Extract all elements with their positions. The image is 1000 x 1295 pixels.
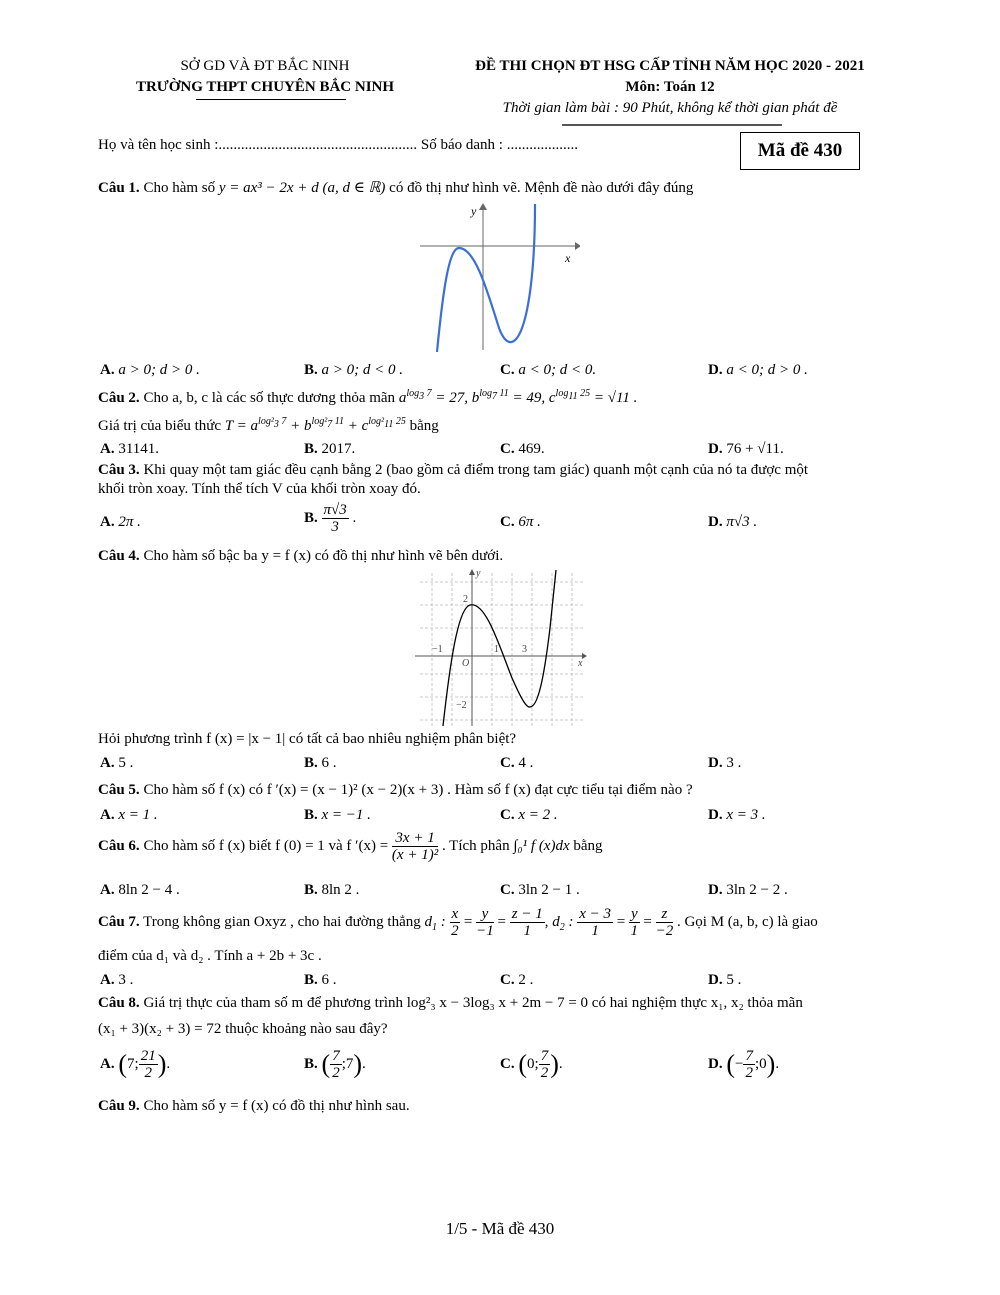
svg-text:−2: −2 — [456, 700, 467, 711]
q7-option-b[interactable]: B. 6 . — [304, 972, 337, 988]
subject: Môn: Toán 12 — [625, 79, 715, 95]
q5-option-d[interactable]: D. x = 3 . — [708, 807, 766, 823]
graph-question-1 — [415, 200, 580, 355]
header-underline-right — [562, 124, 782, 126]
q1-option-b[interactable]: B. a > 0; d < 0 . — [304, 362, 404, 378]
question-2-line2: Giá trị của biểu thức $T = a^{log^2_3 7} + b^{log^2_7 11} + c^{log^2_{11} 25}$ bằng — [98, 416, 439, 434]
q3-option-b[interactable]: B. $\frac{\pi√3}{3}$ . — [304, 502, 357, 535]
svg-text:−1: −1 — [432, 644, 443, 655]
time-limit: Thời gian làm bài : 90 Phút, không kể thời gian phát đề — [502, 100, 838, 116]
q8-option-d[interactable]: D. (− $\frac{7}{2}$ ;0). — [708, 1048, 780, 1081]
q6-option-d[interactable]: D. 3ln 2 − 2 . — [708, 882, 788, 898]
school-header — [100, 56, 430, 98]
question-7: Câu 7. Trong không gian Oxyz , cho hai đường thẳng $d_1$ : $\frac{x}{2}$ = $\frac{y}{-1}$ = $\frac{z - 1}{1}$ , $d_2$ : $\frac{x - 3}{1}$ = $\frac{y}{1}$ = $\frac{z}{-2}$ . Gọi M (a, b, c) là giao — [98, 906, 818, 939]
question-1: Câu 1. Cho hàm số y = ax³ − 2x + d (a, d ∈ ℝ) có đồ thị như hình vẽ. Mệnh đề nào dưới đây đúng — [98, 180, 694, 196]
exam-code-box: Mã đề 430 — [740, 132, 860, 170]
q6-option-a[interactable]: A. 8ln 2 − 4 . — [100, 882, 180, 898]
question-3-line2: khối tròn xoay. Tính thể tích V của khối tròn xoay đó. — [98, 481, 421, 497]
page-footer: 1/5 - Mã đề 430 — [445, 1219, 555, 1238]
question-3: Câu 3. Khi quay một tam giác đều cạnh bằng 2 (bao gồm cả điểm trong tam giác) quanh một cạnh của nó ta được một — [98, 462, 809, 478]
question-8-line2: (x₁ + 3)(x₂ + 3) = 72 thuộc khoảng nào sau đây? — [98, 1021, 388, 1037]
svg-text:1: 1 — [494, 644, 499, 655]
department-name: SỞ GD VÀ ĐT BẮC NINH — [180, 58, 350, 74]
q4-option-a[interactable]: A. 5 . — [100, 755, 134, 771]
q2-option-b[interactable]: B. 2017. — [304, 441, 356, 457]
graph-question-4 — [410, 568, 590, 728]
q5-option-b[interactable]: B. x = −1 . — [304, 807, 371, 823]
q4-option-c[interactable]: C. 4 . — [500, 755, 534, 771]
q4-option-b[interactable]: B. 6 . — [304, 755, 337, 771]
q2-option-a[interactable]: A. 31141. — [100, 441, 160, 457]
x-axis-label: x — [565, 251, 571, 265]
q7-option-c[interactable]: C. 2 . — [500, 972, 534, 988]
y-axis-label: y — [471, 204, 477, 218]
q2-option-d[interactable]: D. 76 + √11. — [708, 441, 784, 457]
question-8: Câu 8. Giá trị thực của tham số m để phương trình log²₃ x − 3log₃ x + 2m − 7 = 0 có hai nghiệm thực x₁, x₂ thỏa mãn — [98, 995, 803, 1011]
header-underline-left — [196, 99, 346, 100]
exam-title: ĐỀ THI CHỌN ĐT HSG CẤP TỈNH NĂM HỌC 2020 - 2021 — [475, 58, 865, 74]
cubic-curve — [437, 204, 535, 352]
q4-option-d[interactable]: D. 3 . — [708, 755, 742, 771]
svg-text:O: O — [462, 658, 470, 669]
question-4-prompt: Hỏi phương trình f (x) = |x − 1| có tất cả bao nhiêu nghiệm phân biệt? — [98, 731, 517, 747]
svg-text:y: y — [476, 568, 481, 579]
q3-option-a[interactable]: A. 2π . — [100, 514, 141, 530]
q6-option-b[interactable]: B. 8ln 2 . — [304, 882, 360, 898]
q8-option-c[interactable]: C. (0; $\frac{7}{2}$ ). — [500, 1048, 563, 1081]
question-7-line2: điểm của d₁ và d₂ . Tính a + 2b + 3c . — [98, 948, 322, 964]
svg-text:2: 2 — [463, 594, 468, 605]
q7-option-a[interactable]: A. 3 . — [100, 972, 134, 988]
question-2: Câu 2. Cho a, b, c là các số thực dương thỏa mãn $a^{log_3 7} = 27$, $b^{log_7 11} = 49$, $c^{log_{11} 25} = √11$ . — [98, 388, 638, 406]
q5-option-a[interactable]: A. x = 1 . — [100, 807, 158, 823]
question-5: Câu 5. Cho hàm số f (x) có f ′(x) = (x − 1)² (x − 2)(x + 3) . Hàm số f (x) đạt cực tiểu tại điểm nào ? — [98, 782, 693, 798]
q6-option-c[interactable]: C. 3ln 2 − 1 . — [500, 882, 580, 898]
question-6: Câu 6. Cho hàm số f (x) biết f (0) = 1 và f ′(x) = $\frac{3x + 1}{\text{(x + 1)²}}$ . Tích phân ∫₀¹ f (x)dx bằng — [98, 830, 603, 863]
q5-option-c[interactable]: C. x = 2 . — [500, 807, 558, 823]
q1-option-d[interactable]: D. a < 0; d > 0 . — [708, 362, 808, 378]
exam-header — [430, 56, 910, 119]
question-4: Câu 4. Cho hàm số bậc ba y = f (x) có đồ thị như hình vẽ bên dưới. — [98, 548, 504, 564]
student-info-line: Họ và tên học sinh :..................................................... Số báo danh : ................... — [98, 137, 578, 153]
svg-text:x: x — [578, 658, 583, 669]
question-9: Câu 9. Cho hàm số y = f (x) có đồ thị như hình sau. — [98, 1098, 410, 1114]
svg-text:3: 3 — [522, 644, 527, 655]
school-name: TRƯỜNG THPT CHUYÊN BẮC NINH — [135, 79, 395, 95]
q2-option-c[interactable]: C. 469. — [500, 441, 545, 457]
q1-option-c[interactable]: C. a < 0; d < 0. — [500, 362, 597, 378]
q8-option-b[interactable]: B. ( $\frac{7}{2}$ ;7). — [304, 1048, 366, 1081]
q7-option-d[interactable]: D. 5 . — [708, 972, 742, 988]
q3-option-c[interactable]: C. 6π . — [500, 514, 541, 530]
q1-option-a[interactable]: A. a > 0; d > 0 . — [100, 362, 200, 378]
q3-option-d[interactable]: D. π√3 . — [708, 514, 758, 530]
q8-option-a[interactable]: A. (7; $\frac{21}{2}$ ). — [100, 1048, 171, 1081]
